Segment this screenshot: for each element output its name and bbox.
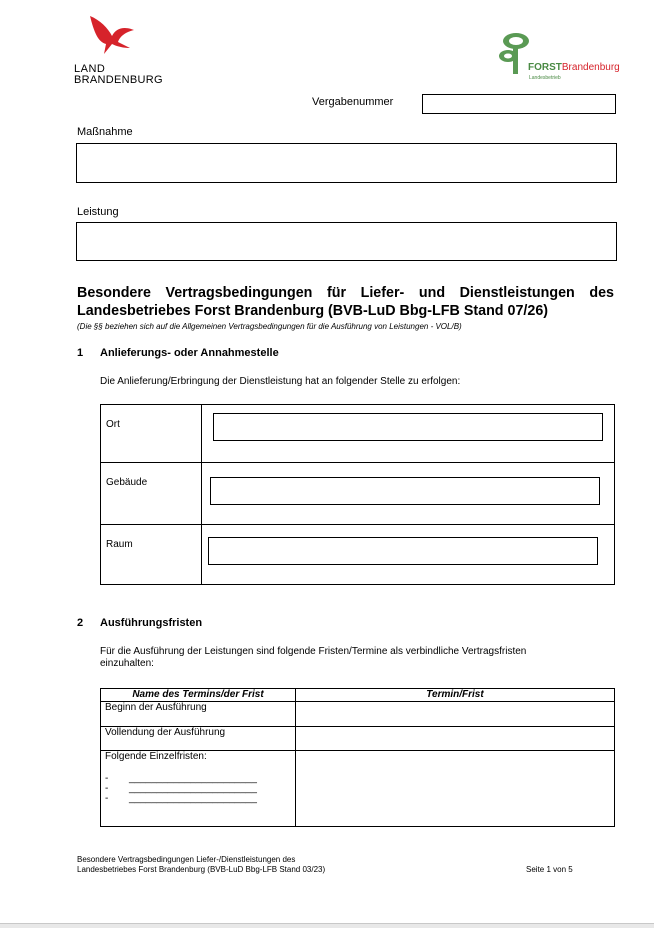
bullet-dash: - [105,773,109,784]
location-label-gebaeude: Gebäude [106,477,148,488]
location-table [100,404,615,585]
location-label-cell [101,463,202,525]
location-gebaeude-field[interactable] [210,477,600,505]
deadline-table [100,688,615,827]
blank-line: _______________________ [129,773,257,784]
location-value-cell [202,463,615,525]
einzelfrist-item[interactable] [105,794,291,804]
forst-logo-sub: Landesbetrieb [529,75,561,81]
section2-intro-line2: einzuhalten: [100,658,154,669]
leistung-field[interactable] [76,222,617,261]
leistung-label: Leistung [77,206,119,218]
deadline-row-value[interactable] [296,702,615,727]
document-title [77,284,614,320]
deadline-row-label: Folgende Einzelfristen: [105,751,207,762]
vergabenummer-label: Vergabenummer [312,96,394,108]
land-logo-line1: LAND [74,63,106,75]
blank-line: _______________________ [129,783,257,794]
location-value-cell [202,525,615,585]
deadline-row-value[interactable] [296,751,615,827]
title-line1: Besondere Vertragsbedingungen für Liefer- und Dienstleistungen des [77,285,614,301]
title-note: (Die §§ beziehen sich auf die Allgemeinen Vertragsbedingungen für die Ausführung von Leistungen - VOL/B) [77,322,462,331]
forst-logo-regular: Brandenburg [561,62,620,73]
location-ort-field[interactable] [213,413,603,441]
section1-title: Anlieferungs- oder Annahmestelle [100,347,279,359]
section1-intro: Die Anlieferung/Erbringung der Dienstleistung hat an folgender Stelle zu erfolgen: [100,376,461,387]
footer-line2: Landesbetriebes Forst Brandenburg (BVB-LuD Bbg-LFB Stand 03/23) [77,865,326,874]
bullet-dash: - [105,783,109,794]
deadline-row-label: Beginn der Ausführung [101,702,296,727]
section1-number: 1 [77,347,84,359]
location-label-raum: Raum [106,539,133,550]
location-raum-field[interactable] [208,537,598,565]
deadline-row-einzelfristen [101,751,296,827]
vergabenummer-field[interactable] [422,94,616,114]
blank-line: _______________________ [129,793,257,804]
footer-page-number: Seite 1 von 5 [526,865,573,874]
footer-line1: Besondere Vertragsbedingungen Liefer-/Dienstleistungen des [77,855,296,864]
deadline-row-label: Vollendung der Ausführung [101,727,296,751]
land-logo-line2: BRANDENBURG [74,74,163,86]
deadline-row-value[interactable] [296,727,615,751]
tree-icon [498,32,532,76]
location-label-cell [101,405,202,463]
forst-logo-bold: FORST [528,62,562,73]
section2-intro-line1: Für die Ausführung der Leistungen sind folgende Fristen/Termine als verbindliche Vertragsfristen [100,646,527,657]
title-line2: Landesbetriebes Forst Brandenburg (BVB-LuD Bbg-LFB Stand 07/26) [77,303,549,319]
forst-brandenburg-logo [498,32,618,82]
massnahme-label: Maßnahme [77,126,133,138]
deadline-col-name: Name des Termins/der Frist [101,689,296,702]
location-label-ort: Ort [106,419,120,430]
location-value-cell [202,405,615,463]
massnahme-field[interactable] [76,143,617,183]
bullet-dash: - [105,793,109,804]
page-bottom-edge [0,923,654,928]
section2-title: Ausführungsfristen [100,617,203,629]
eagle-icon [86,14,146,60]
land-brandenburg-logo [74,14,174,89]
deadline-col-date: Termin/Frist [296,689,615,702]
section2-number: 2 [77,617,84,629]
location-label-cell [101,525,202,585]
